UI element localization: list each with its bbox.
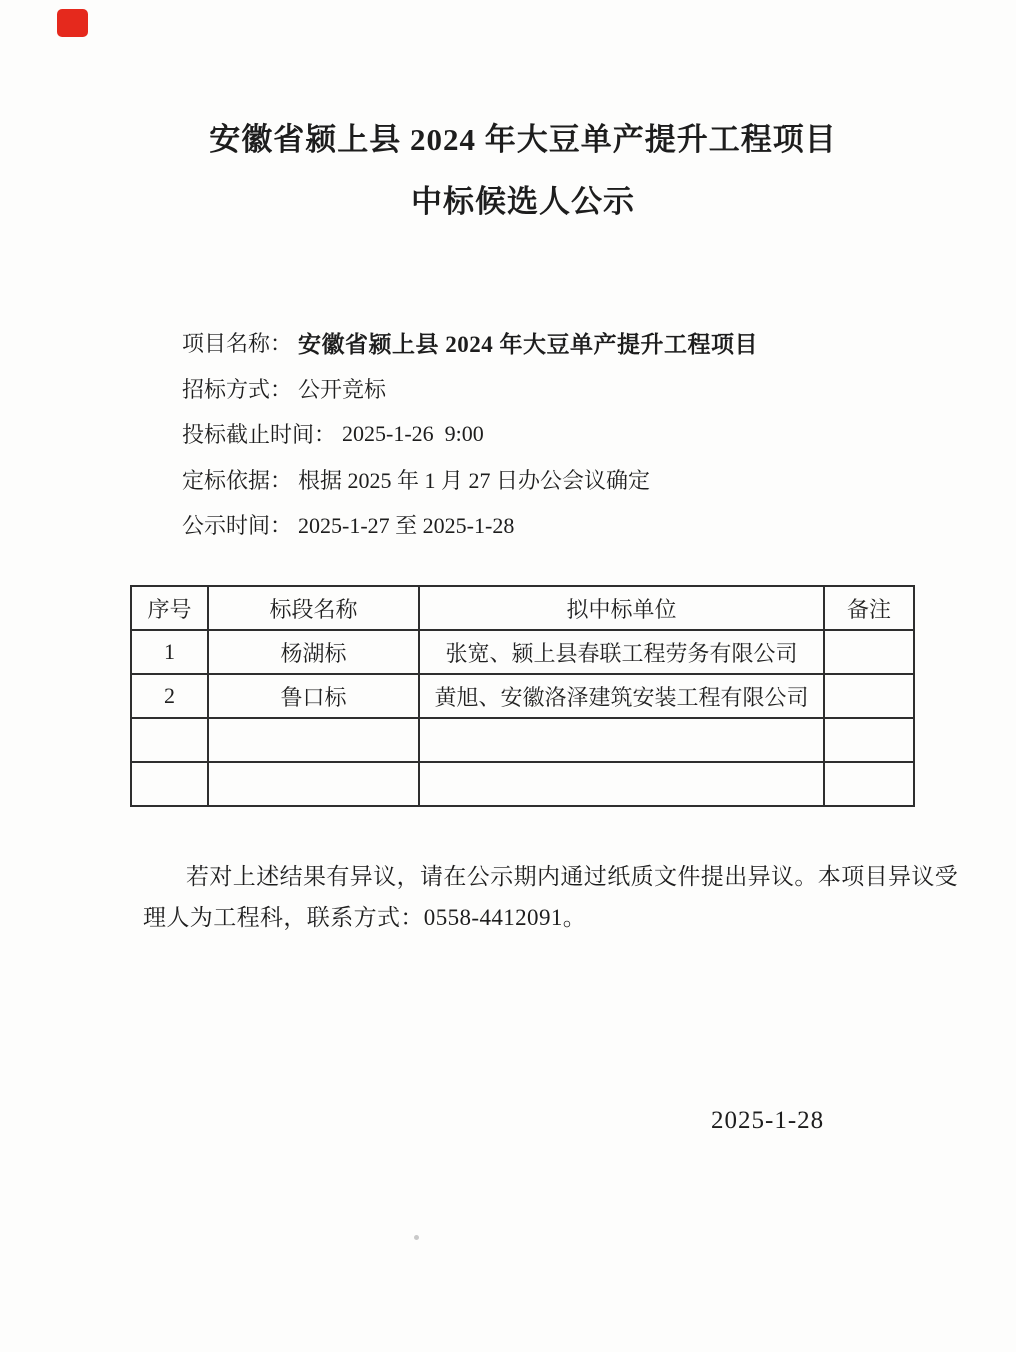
bid-method-value: 公开竞标	[298, 376, 387, 402]
document-title-line2: 中标候选人公示	[411, 184, 635, 219]
award-basis-label: 定标依据：	[182, 467, 293, 493]
info-line-publicity-period	[182, 502, 758, 548]
table-row	[131, 674, 914, 718]
publicity-period-label: 公示时间：	[182, 513, 293, 539]
table-cell-winner	[419, 762, 824, 806]
table-cell-seq	[131, 718, 208, 762]
objection-paragraph-line1: 若对上述结果有异议，请在公示期内通过纸质文件提出异议。本项目异议受	[186, 864, 959, 889]
table-cell-seq: 2	[131, 674, 208, 718]
table-cell-name	[208, 762, 419, 806]
info-line-bid-deadline	[182, 411, 758, 457]
table-cell-remark	[824, 630, 914, 674]
table-header-remark: 备注	[824, 586, 914, 630]
table-cell-remark	[824, 674, 914, 718]
project-info-block	[182, 320, 758, 548]
bid-method-label: 招标方式：	[182, 376, 293, 402]
table-row-empty	[131, 718, 914, 762]
table-cell-seq: 1	[131, 630, 208, 674]
table-cell-winner	[419, 718, 824, 762]
table-cell-name: 鲁口标	[208, 674, 419, 718]
bid-deadline-value: 2025-1-26 9:00	[342, 420, 484, 446]
publicity-period-value: 2025-1-27 至 2025-1-28	[298, 513, 515, 539]
table-row-empty	[131, 762, 914, 806]
scan-speck	[414, 1235, 419, 1240]
red-marker	[57, 9, 88, 37]
table-cell-name	[208, 718, 419, 762]
objection-paragraph-line2: 理人为工程科，联系方式：0558-4412091。	[143, 905, 587, 930]
table-cell-winner: 黄旭、安徽洛泽建筑安装工程有限公司	[419, 674, 824, 718]
info-line-project-name	[182, 320, 758, 366]
bid-candidates-table	[130, 585, 915, 807]
table-cell-remark	[824, 718, 914, 762]
table-header-row	[131, 586, 914, 630]
project-name-label: 项目名称：	[182, 331, 293, 357]
table-header-winner: 拟中标单位	[419, 586, 824, 630]
table-cell-winner: 张宽、颍上县春联工程劳务有限公司	[419, 630, 824, 674]
document-title-line1: 安徽省颍上县 2024 年大豆单产提升工程项目	[209, 122, 837, 157]
document-date: 2025-1-28	[711, 1107, 825, 1134]
table-cell-remark	[824, 762, 914, 806]
table-header-name: 标段名称	[208, 586, 419, 630]
award-basis-value: 根据 2025 年 1 月 27 日办公会议确定	[298, 467, 651, 493]
table-cell-seq	[131, 762, 208, 806]
project-name-value: 安徽省颍上县 2024 年大豆单产提升工程项目	[298, 332, 759, 358]
bid-deadline-label: 投标截止时间：	[182, 422, 337, 448]
table-cell-name: 杨湖标	[208, 630, 419, 674]
table-row	[131, 630, 914, 674]
info-line-bid-method	[182, 366, 758, 412]
table-header-seq: 序号	[131, 586, 208, 630]
info-line-award-basis	[182, 457, 758, 503]
